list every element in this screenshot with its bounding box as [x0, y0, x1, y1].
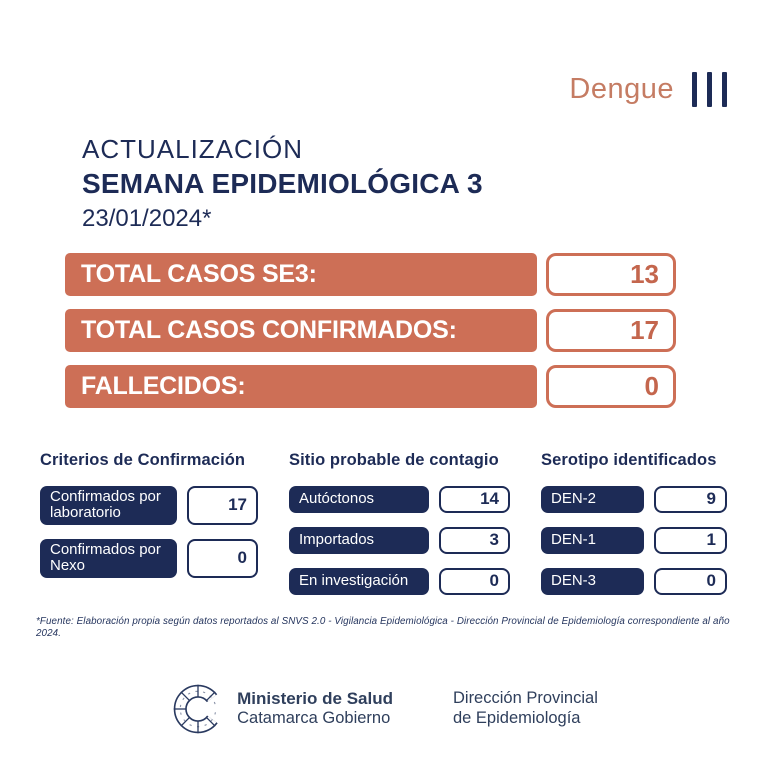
- stat-value: 0: [654, 568, 727, 595]
- department-line2: de Epidemiología: [452, 709, 581, 727]
- summary-value: 17: [546, 309, 676, 352]
- stat-row-den2: [541, 486, 727, 513]
- stat-label-pill: Confirmados por Nexo: [40, 539, 177, 578]
- summary-label: FALLECIDOS:: [65, 365, 537, 408]
- bar-glyph: [692, 72, 697, 107]
- brand-header: [569, 72, 727, 107]
- stat-value: 3: [439, 527, 510, 554]
- stat-value: 0: [187, 539, 258, 578]
- title-block: [82, 136, 483, 231]
- summary-row-fallecidos: [65, 365, 676, 408]
- stat-label-pill: Confirmados por laboratorio: [40, 486, 177, 525]
- ministry-name-block: [237, 689, 393, 729]
- bar-glyph: [722, 72, 727, 107]
- stat-value: 9: [654, 486, 727, 513]
- column-heading: Criterios de Confirmación: [40, 451, 246, 469]
- dengue-bars-icon: [692, 72, 727, 107]
- column-heading: Serotipo identificados: [541, 451, 717, 469]
- page-date: 23/01/2024*: [82, 205, 212, 232]
- stat-row-confirmados-nexo: [40, 539, 258, 578]
- stat-row-en-investigacion: [289, 568, 510, 595]
- dengue-label: Dengue: [569, 73, 674, 105]
- ministry-branding: [170, 681, 393, 737]
- column-criterios: [40, 452, 258, 609]
- summary-value: 0: [546, 365, 676, 408]
- stat-row-confirmados-laboratorio: [40, 486, 258, 525]
- page-title: SEMANA EPIDEMIOLÓGICA 3: [82, 168, 483, 199]
- stat-label-pill: Importados: [289, 527, 429, 554]
- stat-value: 17: [187, 486, 258, 525]
- stat-label-pill: Autóctonos: [289, 486, 429, 513]
- stat-value: 0: [439, 568, 510, 595]
- stat-label-pill: DEN-2: [541, 486, 644, 513]
- stat-label-pill: En investigación: [289, 568, 429, 595]
- source-footnote: *Fuente: Elaboración propia según datos reportados al SNVS 2.0 - Vigilancia Epidemiológica - Dirección Provincial de Epidemiología correspondiente al año 2024.: [36, 616, 730, 639]
- summary-label: TOTAL CASOS CONFIRMADOS:: [65, 309, 537, 352]
- summary-section: [65, 253, 676, 408]
- summary-row-total-se3: [65, 253, 676, 296]
- footer: [0, 681, 768, 737]
- ministry-name: Ministerio de Salud: [237, 689, 393, 709]
- stat-label-pill: DEN-3: [541, 568, 644, 595]
- column-sitio-contagio: [289, 452, 510, 609]
- column-serotipos: [541, 452, 727, 609]
- stat-row-autoctonos: [289, 486, 510, 513]
- page-title-kicker: ACTUALIZACIÓN: [82, 134, 304, 164]
- column-heading: Sitio probable de contagio: [289, 451, 499, 469]
- catamarca-logo-icon: [170, 681, 226, 737]
- stat-row-importados: [289, 527, 510, 554]
- summary-label: TOTAL CASOS SE3:: [65, 253, 537, 296]
- summary-row-total-confirmados: [65, 309, 676, 352]
- department-name-block: [453, 689, 598, 729]
- department-line1: Dirección Provincial: [452, 689, 598, 708]
- bar-glyph: [707, 72, 712, 107]
- government-name: Catamarca Gobierno: [237, 709, 391, 728]
- stat-label-pill: DEN-1: [541, 527, 644, 554]
- stat-value: 1: [654, 527, 727, 554]
- stat-value: 14: [439, 486, 510, 513]
- stat-row-den1: [541, 527, 727, 554]
- detail-columns: [40, 452, 727, 609]
- summary-value: 13: [546, 253, 676, 296]
- stat-row-den3: [541, 568, 727, 595]
